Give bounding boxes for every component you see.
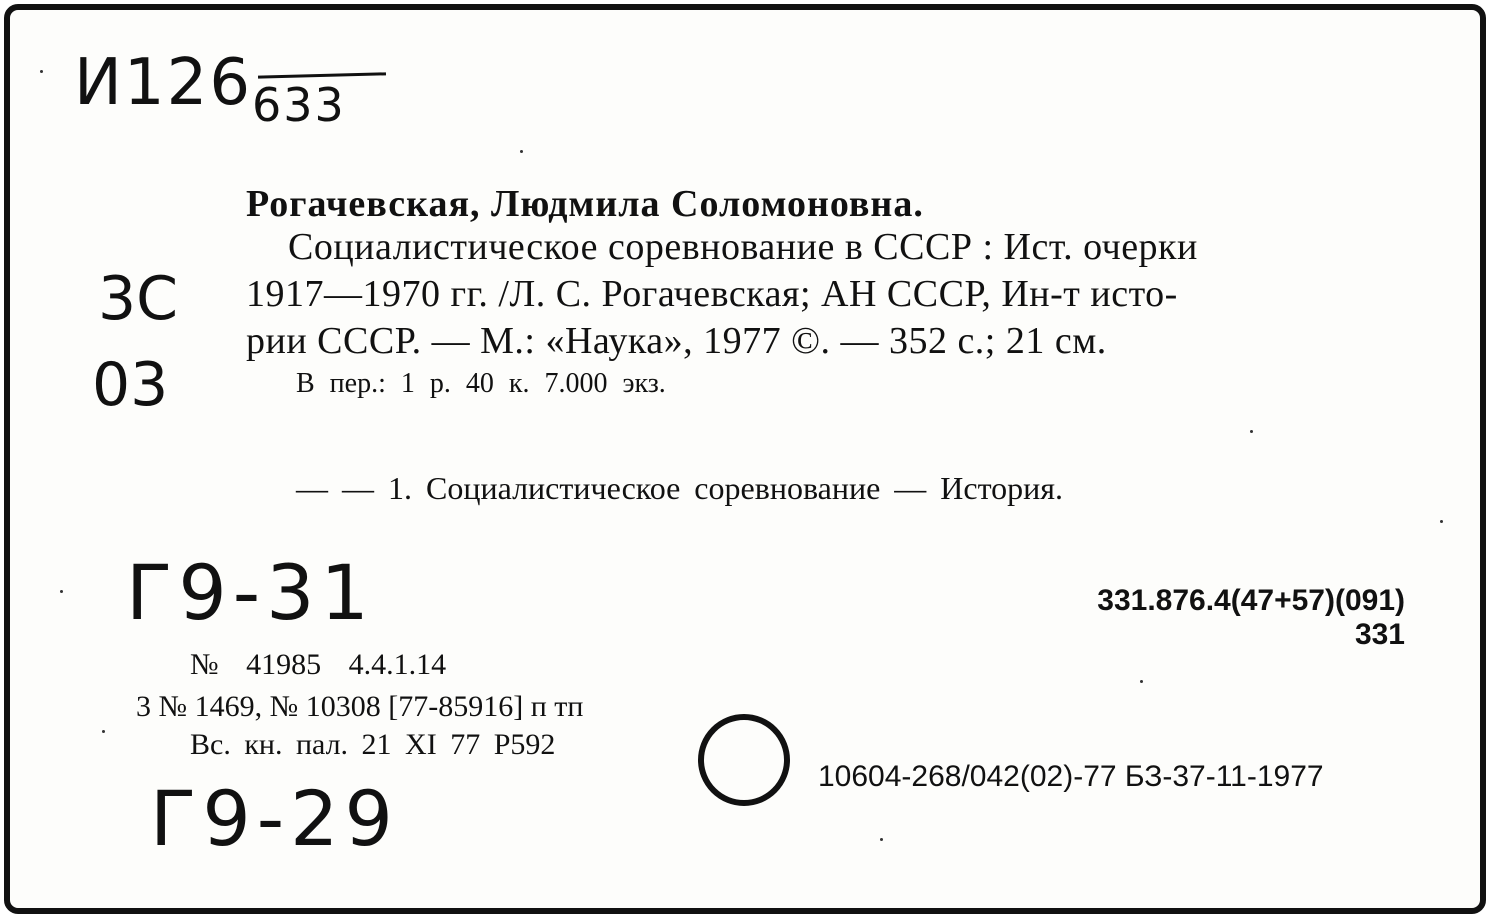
- imprint-line-1: № 41985 4.4.1.14: [190, 648, 447, 681]
- bbk-code: 331: [1354, 618, 1405, 651]
- scan-speck: [520, 150, 523, 153]
- imprint-line-2: 3 № 1469, № 10308 [77-85916] п тп: [136, 690, 584, 723]
- shelf-mark-sub: 633: [252, 78, 346, 132]
- subject-heading: — — 1. Социалистическое соревнование — История.: [296, 470, 1063, 506]
- publisher-code: 10604-268/042(02)-77 БЗ-37-11-1977: [818, 760, 1324, 793]
- shelf-mark: И126: [74, 46, 253, 120]
- udc-code: 331.876.4(47+57)(091): [1097, 584, 1405, 617]
- imprint-line-3: Вс. кн. пал. 21 XI 77 Р592: [190, 728, 556, 761]
- title-line-1: Социалистическое соревнование в СССР : Ист. очерки: [288, 226, 1198, 268]
- title-line-2: 1917—1970 гг. /Л. С. Рогачевская; АН СССР, Ин-т исто-: [246, 273, 1178, 315]
- scan-speck: [60, 590, 63, 593]
- handwritten-mark-3c: 3С: [98, 264, 179, 334]
- scan-speck: [1140, 680, 1143, 683]
- stamp-circle: [698, 714, 790, 806]
- handwritten-mark-g929: Г9-29: [150, 774, 399, 863]
- scan-speck: [40, 70, 43, 73]
- price-line: В пер.: 1 р. 40 к. 7.000 экз.: [296, 368, 666, 399]
- title-line-3: рии СССР. — М.: «Наука», 1977 ©. — 352 с.; 21 см.: [246, 320, 1107, 362]
- handwritten-mark-g931: Г9-31: [126, 548, 375, 637]
- author-heading: Рогачевская, Людмила Соломоновна.: [246, 183, 924, 225]
- handwritten-mark-03: 03: [92, 350, 169, 420]
- scan-speck: [1440, 520, 1443, 523]
- scan-speck: [1250, 430, 1253, 433]
- scan-speck: [102, 730, 105, 733]
- scan-speck: [880, 838, 883, 841]
